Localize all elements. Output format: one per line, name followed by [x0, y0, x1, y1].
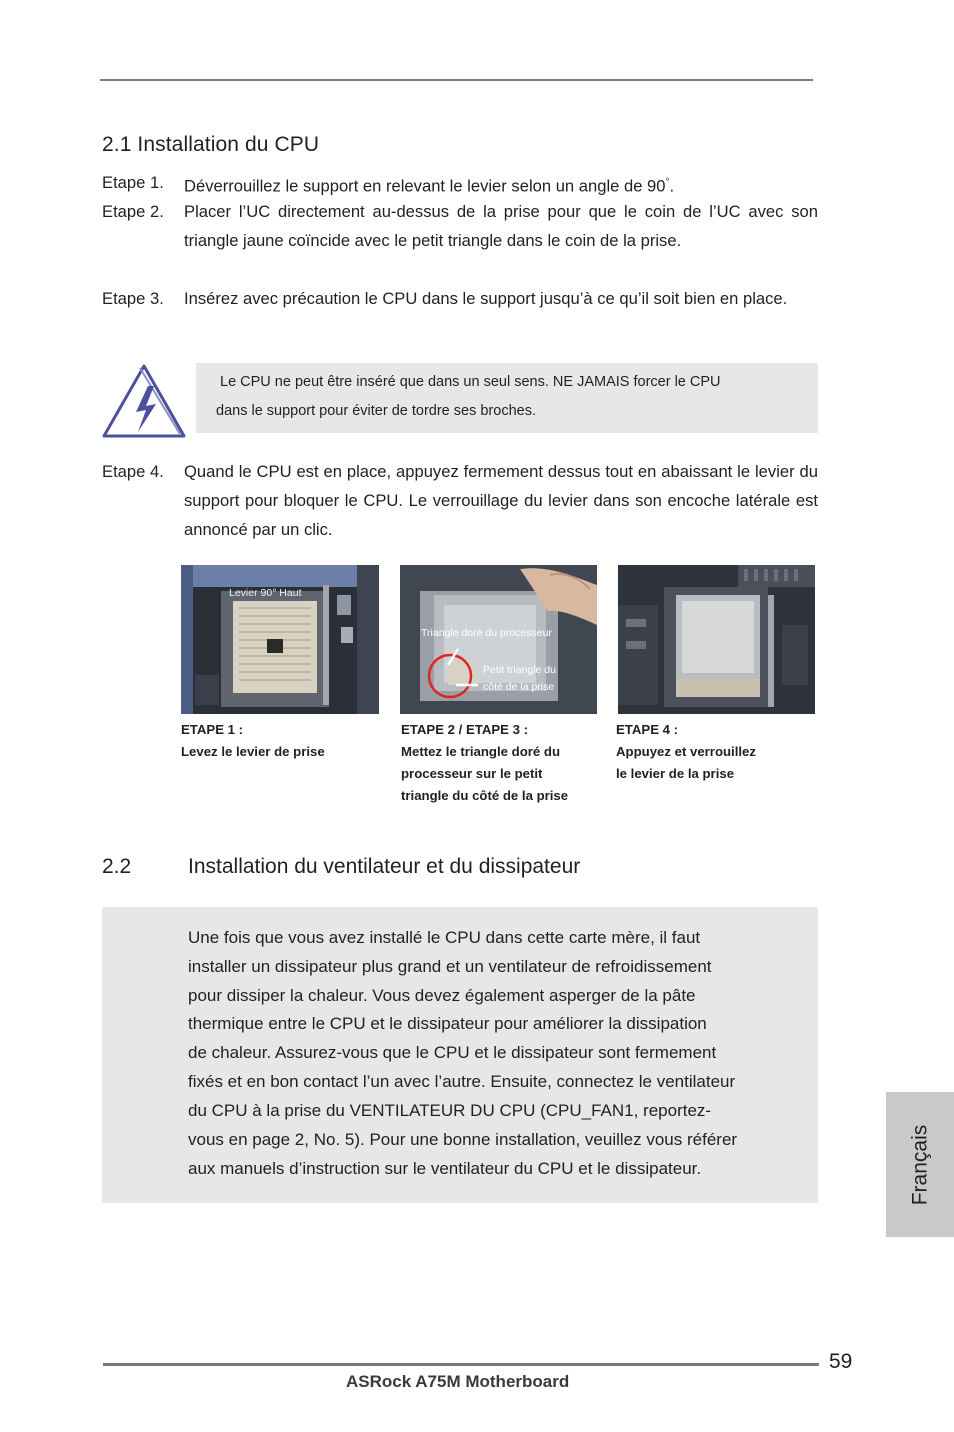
photo-overlay-label: Petit triangle du	[483, 664, 556, 676]
step-text: Placer l’UC directement au-dessus de la prise pour que le coin de l’UC avec son triangle jaune coïncide avec le petit triangle dans le coin de la prise.	[184, 202, 818, 250]
fan-text-line: vous en page 2, No. 5). Pour une bonne installation, veuillez vous référer	[188, 1130, 738, 1149]
degree-sign: °	[665, 177, 670, 188]
fan-text-line: installer un dissipateur plus grand et un ventilateur de refroidissement	[188, 957, 712, 976]
section-number-fan: 2.2	[102, 855, 132, 878]
top-rule	[100, 79, 813, 81]
step-label: Etape 1.	[102, 173, 164, 192]
warning-icon	[100, 362, 188, 442]
step-1	[102, 168, 818, 201]
fan-text-line: thermique entre le CPU et le dissipateur pour améliorer la dissipation	[188, 1014, 707, 1033]
step-label: Etape 4.	[102, 462, 164, 481]
section-title-fan: Installation du ventilateur et du dissipateur	[188, 855, 581, 878]
fan-text-line: de chaleur. Assurez-vous que le CPU et le dissipateur sont fermement	[188, 1043, 717, 1062]
fan-text-line: pour dissiper la chaleur. Vous devez également asperger de la pâte	[188, 986, 696, 1005]
photo-overlay-label: Triangle doré du processeur	[421, 627, 552, 639]
step-text: Déverrouillez le support en relevant le levier selon un angle de 90°.	[184, 176, 675, 196]
photo-overlay-label: Levier 90° Haut	[229, 587, 302, 599]
step-3	[102, 284, 818, 313]
bottom-rule	[103, 1363, 819, 1366]
step-label: Etape 2.	[102, 202, 164, 221]
section-title-cpu: 2.1 Installation du CPU	[102, 133, 320, 156]
fan-text-line: aux manuels d’instruction sur le ventilateur du CPU et le dissipateur.	[188, 1159, 702, 1178]
step-label: Etape 3.	[102, 289, 164, 308]
fan-text-line: du CPU à la prise du VENTILATEUR DU CPU (CPU_FAN1, reportez-	[188, 1101, 712, 1120]
photo-overlay-label: côté de la prise	[483, 681, 555, 693]
fan-text-line: fixés et en bon contact l’un avec l’autre. Ensuite, connectez le ventilateur	[188, 1072, 736, 1091]
page-number: 59	[829, 1350, 853, 1373]
photo-caption-3: ETAPE 4 : Appuyez et verrouillez le levier de la prise	[616, 722, 756, 781]
fan-text-line: Une fois que vous avez installé le CPU dans cette carte mère, il faut	[188, 928, 701, 947]
photo-caption-1: ETAPE 1 : Levez le levier de prise	[181, 722, 325, 759]
footer-title: ASRock A75M Motherboard	[346, 1372, 570, 1391]
warning-text: Le CPU ne peut être inséré que dans un seul sens. NE JAMAIS forcer le CPU	[220, 374, 721, 390]
step-4	[102, 457, 818, 544]
step-2	[102, 197, 818, 255]
step-text: Quand le CPU est en place, appuyez fermement dessus tout en abaissant le levier du support pour bloquer le CPU. Le verrouillage du levier dans son encoche latérale est annoncé par un clic.	[184, 462, 818, 539]
photo-step-4	[618, 565, 815, 714]
language-tab-label: Français	[908, 1124, 931, 1205]
photo-caption-2: ETAPE 2 / ETAPE 3 : Mettez le triangle doré du processeur sur le petit triangle du côté de la prise	[401, 722, 569, 803]
step-text: Insérez avec précaution le CPU dans le support jusqu’à ce qu’il soit bien en place.	[184, 289, 788, 308]
warning-text: dans le support pour éviter de tordre ses broches.	[216, 403, 536, 419]
